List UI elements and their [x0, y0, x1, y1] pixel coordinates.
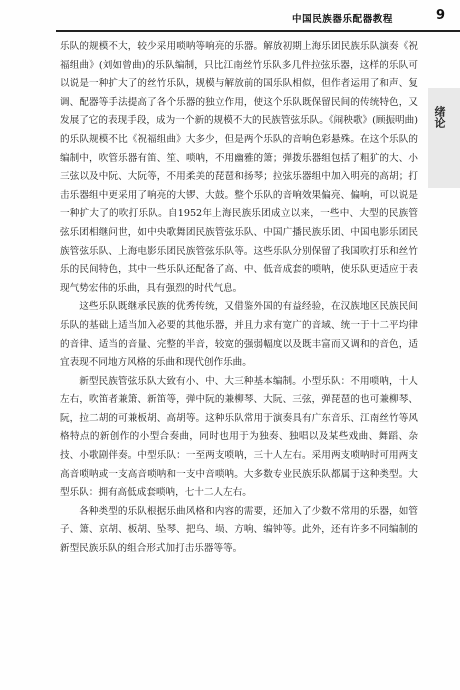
page-number: 9 — [436, 8, 446, 23]
body-text — [60, 38, 418, 559]
header-rule — [56, 30, 460, 32]
book-title: 中国民族器乐配器教程 — [292, 14, 394, 25]
margin-tab — [428, 88, 460, 188]
paragraph-1: 乐队的规模不大，较少采用唢呐等响亮的乐器。解放初期上海乐团民族乐队演奏《祝福组曲》(刘如曾曲)的乐队编制，只比江南丝竹乐队多几件拉弦乐器，这样的乐队可以说是一种扩大了的丝竹乐队，规模与解放前的国乐队相似，但作者运用了和声、复调、配器等手法提高了各个乐器的独立作用，使这个乐队既保留民间的传统特色，又发展了它的表现手段，成为一个新的规模不大的民族管弦乐队。《闹秧歌》(顾振明曲)的乐队规模不比《祝福组曲》大多少，但是两个乐队的音响色彩悬殊。在这个乐队的编制中，吹管乐器有笛、笙、唢呐，不用幽雅的箫；弹拨乐器组包括了粗犷的大、小三弦以及中阮、大阮等，不用柔美的琵琶和扬琴；拉弦乐器组中加入明亮的高胡；打击乐器组中更采用了响亮的大锣、大鼓。整个乐队的音响效果偏亮、偏响，可以说是一种扩大了的吹打乐队。自1952年上海民族乐团成立以来，一些中、大型的民族管弦乐团相继问世，如中央歌舞团民族管弦乐队、中国广播民族乐团、中国电影乐团民族管弦乐队、上海电影乐团民族管弦乐队等。这些乐队分别保留了我国吹打乐和丝竹乐的民间特色，其中一些乐队还配备了高、中、低音成套的唢呐，使乐队更适应于表现气势宏伟的乐曲，具有强烈的时代气息。 — [60, 41, 418, 294]
chapter-margin-label: 绪论 — [433, 106, 446, 128]
paragraph-2: 这些乐队既继承民族的优秀传统，又借鉴外国的有益经验，在汉族地区民族民间乐队的基础上适当加入必要的其他乐器，并且力求有宽广的音域、统一于十二平均律的音律、适当的音量、完整的半音，较宽的强弱幅度以及既丰富而又调和的音色，适宜表现不同地方风格的乐曲和现代创作乐曲。 — [60, 301, 418, 369]
running-header — [0, 0, 460, 30]
paragraph-3: 新型民族管弦乐队大致有小、中、大三种基本编制。小型乐队：不用唢呐，十人左右，吹笛者兼箫、新笛等，弹中阮的兼柳琴、大阮、三弦，弹琵琶的也可兼柳琴、阮，拉二胡的可兼板胡、高胡等。这种乐队常用于演奏具有广东音乐、江南丝竹等风格特点的新创作的小型合奏曲，同时也用于为独奏、独唱以及某些戏曲、舞蹈、杂技、小歌剧伴奏。中型乐队：一至两支唢呐，三十人左右。采用两支唢呐时可用两支高音唢呐或一支高音唢呐和一支中音唢呐。大多数专业民族乐队都属于这种类型。大型乐队：拥有高低成套唢呐，七十二人左右。 — [60, 375, 418, 499]
paragraph-4: 各种类型的乐队根据乐曲风格和内容的需要，还加入了少数不常用的乐器，如管子、箫、京胡、板胡、坠琴、把乌、埙、方响、编钟等。此外，还有许多不同编制的新型民族乐队的组合形式加打击乐器等等。 — [60, 505, 418, 555]
